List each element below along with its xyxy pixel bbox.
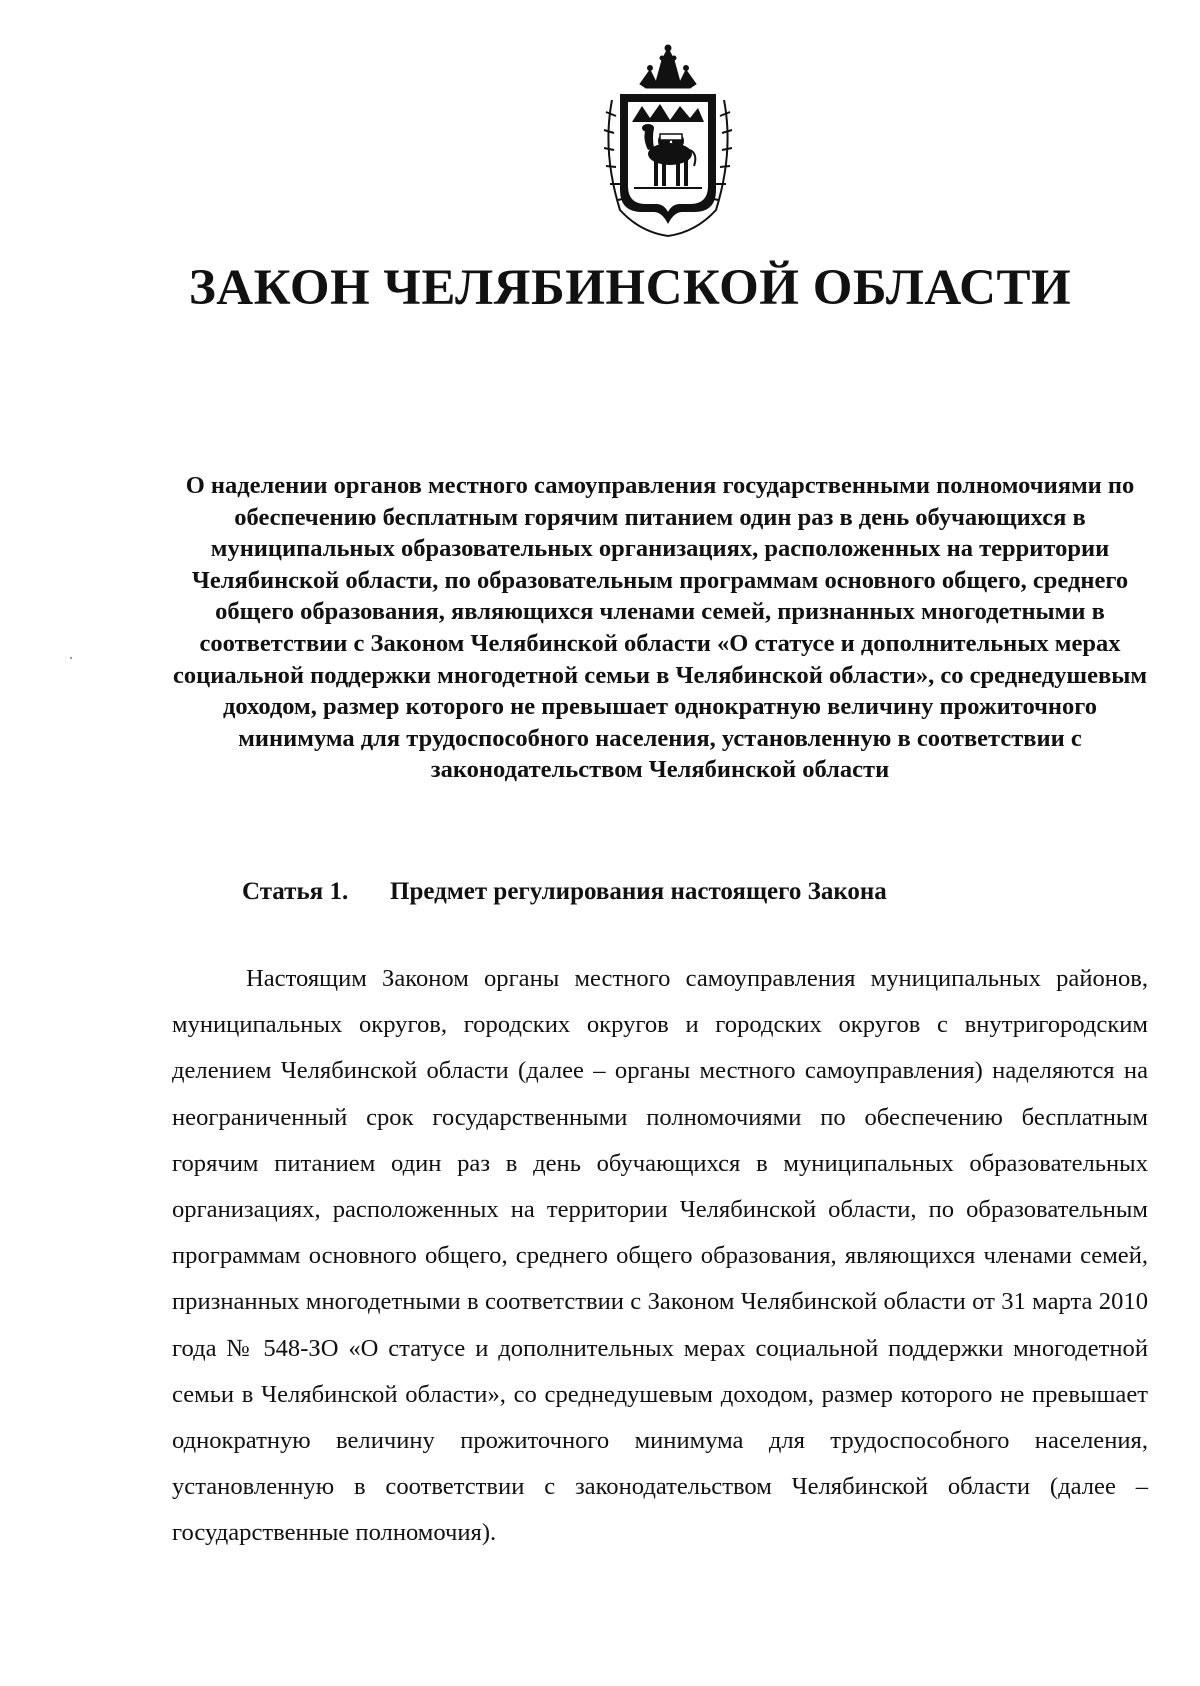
document-title: ЗАКОН ЧЕЛЯБИНСКОЙ ОБЛАСТИ bbox=[188, 260, 1072, 316]
article-title: Предмет регулирования настоящего Закона bbox=[390, 878, 887, 905]
article-heading bbox=[242, 876, 887, 908]
coat-of-arms-icon bbox=[590, 42, 746, 238]
article-body-paragraph: Настоящим Законом органы местного самоуправления муниципальных районов, муниципальных округов, городских округов и городских округов с внутригородским делением Челябинской области (далее – органы местного самоуправления) наделяются на неограниченный срок государственными полномочиями по обеспечению бесплатным горячим питанием один раз в день обучающихся в муниципальных образовательных организациях, расположенных на территории Челябинской области, по образовательным программам основного общего, среднего общего образования, являющихся членами семей, признанных многодетными в соответствии с Законом Челябинской области от 31 марта 2010 года № 548-ЗО «О статусе и дополнительных мерах социальной поддержки многодетной семьи в Челябинской области», со среднедушевым доходом, размер которого не превышает однократную величину прожиточного минимума для трудоспособного населения, установленную в соответствии с законодательством Челябинской области (далее – государственные полномочия). bbox=[172, 965, 1148, 1547]
article-number: Статья 1. bbox=[242, 878, 349, 905]
scan-artifact bbox=[70, 657, 72, 659]
law-subject-heading: О наделении органов местного самоуправления государственными полномочиями по обеспечению бесплатным горячим питанием один раз в день обучающихся в муниципальных образовательных организациях, расположенных на территории Челябинской области, по образовательным программам основного общего, среднего общего образования, являющихся членами семей, признанных многодетными в соответствии с Законом Челябинской области «О статусе и дополнительных мерах социальной поддержки многодетной семьи в Челябинской области», со среднедушевым доходом, размер которого не превышает однократную величину прожиточного минимума для трудоспособного населения, установленную в соответствии с законодательством Челябинской области bbox=[172, 472, 1148, 784]
